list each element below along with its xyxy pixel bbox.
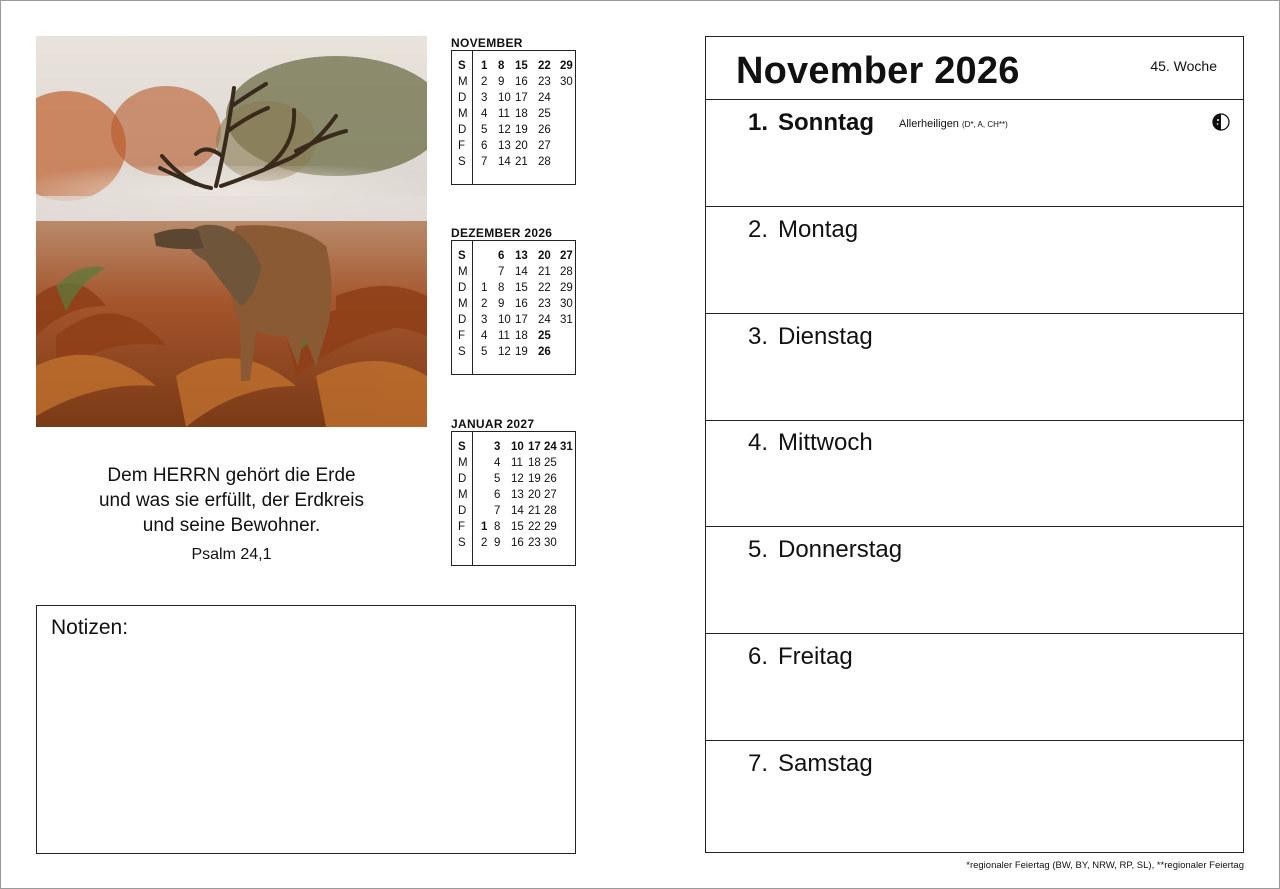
weekday-letter: D xyxy=(458,92,467,104)
calendar-day: 8 xyxy=(494,521,501,533)
holiday-footnote: *regionaler Feiertag (BW, BY, NRW, RP, SL), **regionaler Feiertag xyxy=(966,860,1244,871)
notes-box[interactable] xyxy=(36,605,576,854)
calendar-day: 25 xyxy=(544,457,557,469)
calendar-day: 27 xyxy=(560,250,573,262)
calendar-day: 17 xyxy=(515,92,528,104)
calendar-day: 26 xyxy=(538,346,551,358)
quote-line: Dem HERRN gehört die Erde xyxy=(107,465,356,486)
calendar-day: 14 xyxy=(498,156,511,168)
calendar-day: 2 xyxy=(481,537,488,549)
calendar-day: 23 xyxy=(528,537,541,549)
day-row[interactable] xyxy=(706,420,1243,527)
minical-row xyxy=(452,154,577,170)
minical-grid xyxy=(451,431,576,566)
calendar-day: 20 xyxy=(528,489,541,501)
weekday-letter: S xyxy=(458,250,466,262)
minical-row xyxy=(452,90,577,106)
minical-grid xyxy=(451,240,576,375)
weekday-letter: F xyxy=(458,140,466,152)
minical-row xyxy=(452,138,577,154)
calendar-day: 7 xyxy=(494,505,501,517)
calendar-day: 31 xyxy=(560,314,573,326)
calendar-day: 31 xyxy=(560,441,573,453)
weekday-letter: M xyxy=(458,266,468,278)
calendar-day: 16 xyxy=(511,537,524,549)
day-name: Samstag xyxy=(778,749,873,777)
calendar-day: 20 xyxy=(538,250,551,262)
calendar-day: 27 xyxy=(538,140,551,152)
calendar-day: 5 xyxy=(494,473,501,485)
calendar-day: 19 xyxy=(515,346,528,358)
weekday-letter: M xyxy=(458,457,468,469)
minical-row xyxy=(452,280,577,296)
calendar-day: 15 xyxy=(515,282,528,294)
calendar-day: 6 xyxy=(494,489,501,501)
minical-row xyxy=(452,264,577,280)
calendar-day: 10 xyxy=(498,314,511,326)
weekday-letter: S xyxy=(458,60,466,72)
calendar-day: 24 xyxy=(538,92,551,104)
minical-row xyxy=(452,58,577,74)
calendar-day: 17 xyxy=(515,314,528,326)
calendar-day: 23 xyxy=(538,76,551,88)
weekday-letter: D xyxy=(458,505,467,517)
minical-row xyxy=(452,296,577,312)
quote-reference: Psalm 24,1 xyxy=(191,546,272,563)
calendar-day: 21 xyxy=(515,156,528,168)
calendar-day: 9 xyxy=(494,537,501,549)
calendar-day: 28 xyxy=(560,266,573,278)
calendar-day: 7 xyxy=(498,266,505,278)
weekday-letter: S xyxy=(458,346,466,358)
calendar-day: 7 xyxy=(481,156,488,168)
calendar-day: 17 xyxy=(528,441,541,453)
calendar-day: 30 xyxy=(560,298,573,310)
calendar-day: 22 xyxy=(538,282,551,294)
minical-row xyxy=(452,487,577,503)
minical-november xyxy=(451,36,576,185)
calendar-day: 10 xyxy=(511,441,524,453)
calendar-day: 27 xyxy=(544,489,557,501)
calendar-day: 9 xyxy=(498,76,505,88)
notes-label: Notizen: xyxy=(51,616,129,639)
calendar-day: 8 xyxy=(498,60,505,72)
day-row[interactable] xyxy=(706,527,1243,634)
day-row[interactable] xyxy=(706,741,1243,847)
day-row[interactable] xyxy=(706,314,1243,421)
calendar-day: 3 xyxy=(481,314,488,326)
weekday-letter: M xyxy=(458,76,468,88)
minical-row xyxy=(452,535,577,551)
holiday-label: Allerheiligen (D*, A, CH**) xyxy=(899,118,1008,130)
calendar-day: 5 xyxy=(481,346,488,358)
calendar-day: 12 xyxy=(498,124,511,136)
calendar-day: 15 xyxy=(515,60,528,72)
minical-row xyxy=(452,455,577,471)
calendar-day: 9 xyxy=(498,298,505,310)
day-number: 4. xyxy=(748,429,769,457)
minical-row xyxy=(452,312,577,328)
calendar-day: 11 xyxy=(498,330,510,342)
weekday-letter: M xyxy=(458,298,468,310)
day-row[interactable] xyxy=(706,207,1243,314)
calendar-day: 29 xyxy=(544,521,557,533)
weekday-letter: S xyxy=(458,537,466,549)
minical-january-2027 xyxy=(451,417,576,566)
week-planner xyxy=(705,36,1244,853)
calendar-day: 1 xyxy=(481,60,488,72)
day-row[interactable] xyxy=(706,634,1243,741)
weekday-letter: M xyxy=(458,108,468,120)
calendar-day: 2 xyxy=(481,298,488,310)
day-name: Freitag xyxy=(778,643,853,670)
calendar-day: 21 xyxy=(528,505,541,517)
calendar-day: 4 xyxy=(481,330,488,342)
calendar-day: 24 xyxy=(544,441,557,453)
calendar-day: 18 xyxy=(515,330,528,342)
weekday-letter: D xyxy=(458,282,467,294)
calendar-day: 1 xyxy=(481,282,488,294)
weekday-letter: S xyxy=(458,441,466,453)
calendar-day: 15 xyxy=(511,521,524,533)
calendar-day: 22 xyxy=(528,521,541,533)
calendar-day: 25 xyxy=(538,108,551,120)
month-title: November 2026 xyxy=(736,50,1020,92)
stag-photo xyxy=(36,36,427,427)
calendar-day: 3 xyxy=(494,441,501,453)
calendar-day: 14 xyxy=(511,505,524,517)
calendar-day: 16 xyxy=(515,298,528,310)
calendar-day: 6 xyxy=(481,140,488,152)
calendar-day: 11 xyxy=(511,457,523,469)
day-name: Dienstag xyxy=(778,322,873,350)
calendar-day: 22 xyxy=(538,60,551,72)
calendar-day: 8 xyxy=(498,282,505,294)
calendar-day: 18 xyxy=(515,108,528,120)
calendar-day: 29 xyxy=(560,282,573,294)
weekday-letter: D xyxy=(458,473,467,485)
week-header xyxy=(706,37,1243,100)
minical-december-2026 xyxy=(451,226,576,375)
calendar-day: 24 xyxy=(538,314,551,326)
week-number: 45. Woche xyxy=(1150,58,1217,74)
calendar-day: 16 xyxy=(515,76,528,88)
calendar-day: 20 xyxy=(515,140,528,152)
minical-row xyxy=(452,503,577,519)
day-number: 1. xyxy=(748,109,769,136)
calendar-day: 2 xyxy=(481,76,488,88)
day-name: Sonntag xyxy=(778,109,874,136)
last-quarter-moon-icon xyxy=(1211,112,1231,132)
calendar-day: 10 xyxy=(498,92,511,104)
calendar-day: 28 xyxy=(544,505,557,517)
calendar-day: 13 xyxy=(515,250,528,262)
calendar-day: 25 xyxy=(538,330,551,342)
weekday-letter: D xyxy=(458,124,467,136)
minical-row xyxy=(452,328,577,344)
calendar-day: 13 xyxy=(498,140,511,152)
calendar-day: 11 xyxy=(498,108,510,120)
calendar-day: 26 xyxy=(544,473,557,485)
weekday-letter: M xyxy=(458,489,468,501)
weekday-letter: S xyxy=(458,156,466,168)
calendar-day: 30 xyxy=(560,76,573,88)
minical-title: DEZEMBER 2026 xyxy=(451,226,553,240)
minical-row xyxy=(452,106,577,122)
calendar-day: 3 xyxy=(481,92,488,104)
calendar-day: 12 xyxy=(498,346,511,358)
calendar-day: 28 xyxy=(538,156,551,168)
quote-line: und was sie erfüllt, der Erdkreis xyxy=(98,490,365,511)
quote-line: und seine Bewohner. xyxy=(142,515,321,536)
minical-title: JANUAR 2027 xyxy=(451,417,535,431)
calendar-day: 26 xyxy=(538,124,551,136)
day-number: 6. xyxy=(748,643,769,670)
calendar-day: 6 xyxy=(498,250,505,262)
minical-row xyxy=(452,519,577,535)
calendar-day: 1 xyxy=(481,521,488,533)
weekday-letter: F xyxy=(458,521,466,533)
day-row[interactable] xyxy=(706,100,1243,207)
weekday-letter: F xyxy=(458,330,466,342)
calendar-day: 4 xyxy=(481,108,488,120)
minical-row xyxy=(452,248,577,264)
minical-title: NOVEMBER xyxy=(451,36,523,50)
bible-quote xyxy=(36,463,427,564)
calendar-day: 14 xyxy=(515,266,528,278)
weekday-letter: D xyxy=(458,314,467,326)
day-name: Mittwoch xyxy=(778,429,873,457)
minical-row xyxy=(452,471,577,487)
calendar-day: 30 xyxy=(544,537,557,549)
minical-row xyxy=(452,344,577,360)
calendar-day: 19 xyxy=(528,473,541,485)
day-name: Montag xyxy=(778,215,859,243)
calendar-day: 5 xyxy=(481,124,488,136)
calendar-day: 23 xyxy=(538,298,551,310)
calendar-day: 13 xyxy=(511,489,524,501)
calendar-day: 29 xyxy=(560,60,573,72)
minical-grid xyxy=(451,50,576,185)
day-name: Donnerstag xyxy=(778,536,903,564)
calendar-day: 4 xyxy=(494,457,501,469)
minical-row xyxy=(452,74,577,90)
minical-row xyxy=(452,439,577,455)
calendar-day: 19 xyxy=(515,124,528,136)
day-number: 7. xyxy=(748,749,769,777)
calendar-day: 12 xyxy=(511,473,524,485)
calendar-day: 18 xyxy=(528,457,541,469)
day-number: 2. xyxy=(748,215,769,243)
minical-row xyxy=(452,122,577,138)
day-number: 3. xyxy=(748,322,769,350)
day-number: 5. xyxy=(748,536,769,564)
holiday-regions: (D*, A, CH**) xyxy=(961,120,1008,129)
calendar-day: 21 xyxy=(538,266,551,278)
